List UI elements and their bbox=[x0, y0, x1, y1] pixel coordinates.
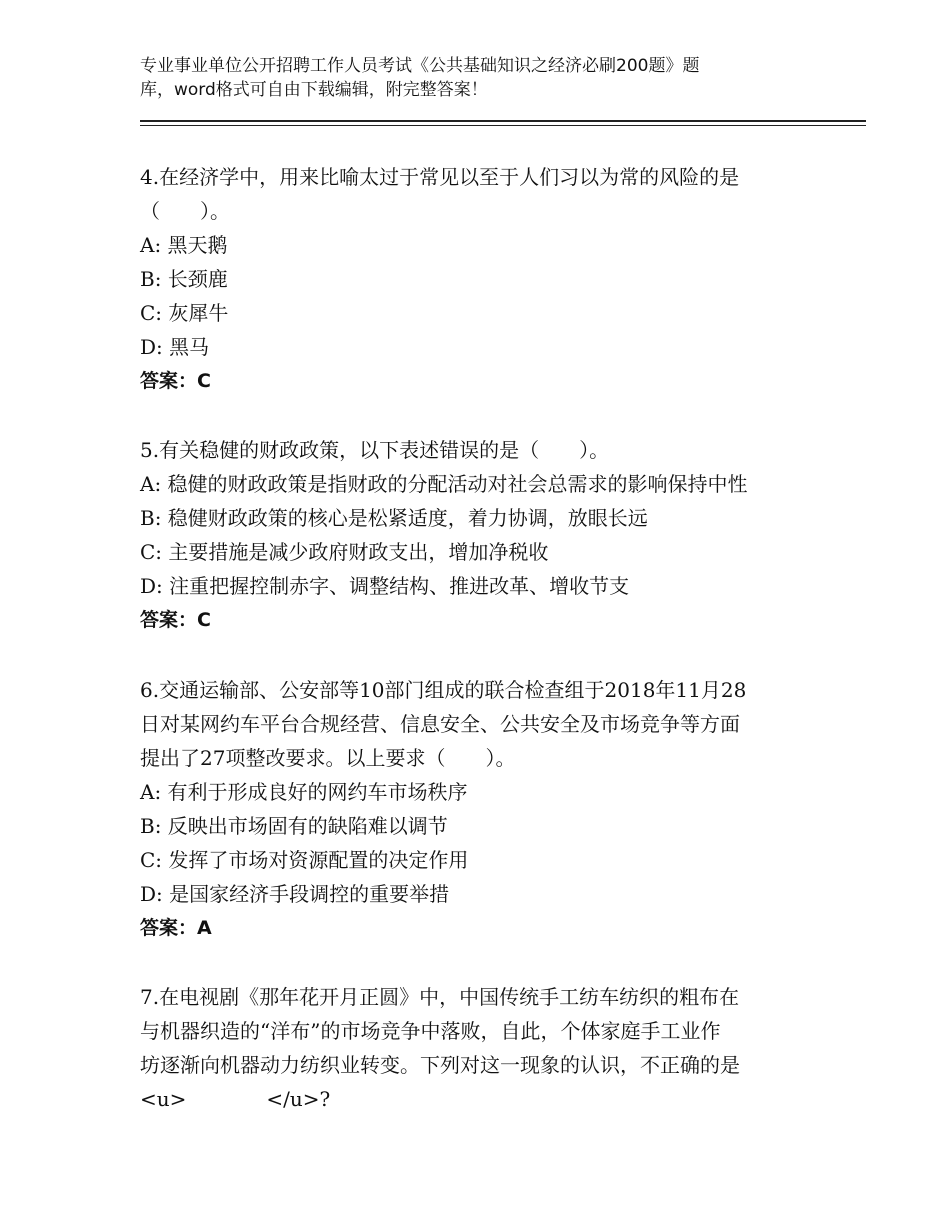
header-line-2: 库，word格式可自由下载编辑，附完整答案！ bbox=[140, 80, 488, 100]
answer: 答案：C bbox=[140, 609, 211, 631]
question-4 bbox=[140, 160, 820, 398]
answer: 答案：A bbox=[140, 917, 212, 939]
question-7 bbox=[140, 980, 820, 1116]
question-stem-line: 提出了27项整改要求。以上要求（ ）。 bbox=[140, 746, 516, 770]
option-c: C: 发挥了市场对资源配置的决定作用 bbox=[140, 848, 469, 872]
option-c: C: 灰犀牛 bbox=[140, 301, 229, 325]
option-b: B: 稳健财政政策的核心是松紧适度，着力协调，放眼长远 bbox=[140, 506, 648, 530]
document-header bbox=[140, 54, 780, 102]
answer: 答案：C bbox=[140, 370, 211, 392]
question-stem-line: 6.交通运输部、公安部等10部门组成的联合检查组于2018年11月28 bbox=[140, 678, 747, 702]
question-stem-line: 日对某网约车平台合规经营、信息安全、公共安全及市场竞争等方面 bbox=[140, 712, 740, 736]
question-stem-line: 7.在电视剧《那年花开月正圆》中，中国传统手工纺车纺织的粗布在 bbox=[140, 985, 740, 1009]
question-stem-line: <u> </u>? bbox=[140, 1087, 331, 1111]
option-a: A: 稳健的财政政策是指财政的分配活动对社会总需求的影响保持中性 bbox=[140, 472, 748, 496]
question-6 bbox=[140, 673, 820, 945]
question-5 bbox=[140, 433, 820, 637]
option-b: B: 长颈鹿 bbox=[140, 267, 228, 291]
question-stem-line: （ ）。 bbox=[140, 199, 230, 223]
option-d: D: 黑马 bbox=[140, 335, 210, 359]
question-stem-line: 与机器织造的“洋布”的市场竞争中落败，自此，个体家庭手工业作 bbox=[140, 1019, 721, 1043]
option-a: A: 黑天鹅 bbox=[140, 233, 228, 257]
question-stem-line: 5.有关稳健的财政政策，以下表述错误的是（ ）。 bbox=[140, 438, 610, 462]
header-divider-thick bbox=[140, 120, 866, 122]
question-stem-line: 坊逐渐向机器动力纺织业转变。下列对这一现象的认识，不正确的是 bbox=[140, 1053, 740, 1077]
option-a: A: 有利于形成良好的网约车市场秩序 bbox=[140, 780, 468, 804]
question-stem-line: 4.在经济学中，用来比喻太过于常见以至于人们习以为常的风险的是 bbox=[140, 165, 740, 189]
option-b: B: 反映出市场固有的缺陷难以调节 bbox=[140, 814, 448, 838]
option-c: C: 主要措施是减少政府财政支出，增加净税收 bbox=[140, 540, 549, 564]
option-d: D: 注重把握控制赤字、调整结构、推进改革、增收节支 bbox=[140, 574, 630, 598]
header-divider-thin bbox=[140, 125, 866, 126]
header-line-1: 专业事业单位公开招聘工作人员考试《公共基础知识之经济必刷200题》题 bbox=[140, 56, 700, 76]
option-d: D: 是国家经济手段调控的重要举措 bbox=[140, 882, 450, 906]
